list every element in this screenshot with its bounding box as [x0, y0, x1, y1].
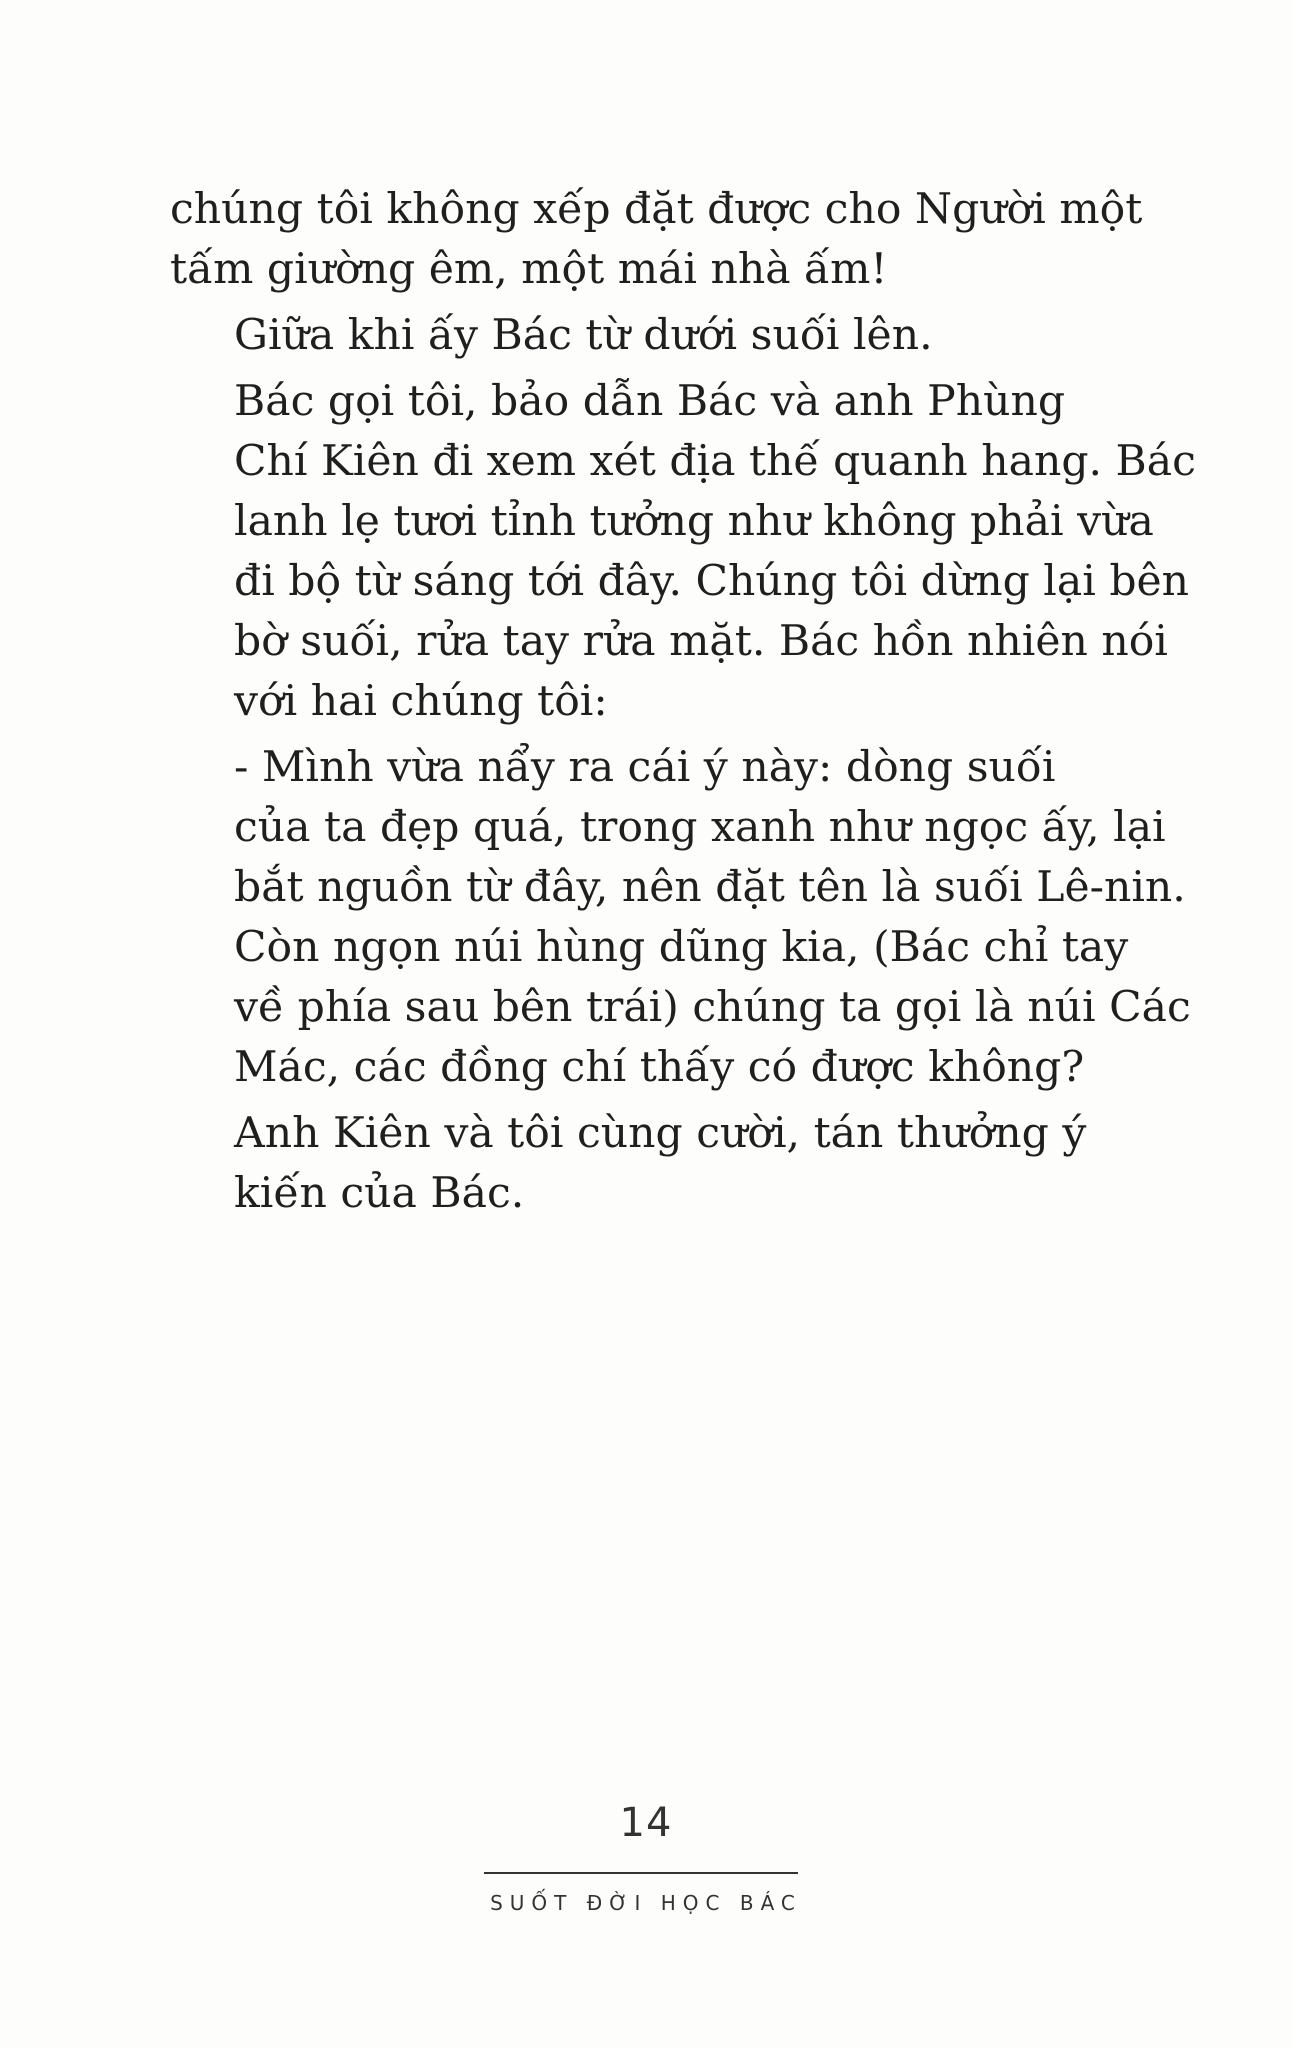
text-line: Chí Kiên đi xem xét địa thế quanh hang. Bác: [234, 437, 1196, 486]
running-title: SUỐT ĐỜI HỌC BÁC: [490, 1891, 802, 1915]
text-line: lanh lẹ tươi tỉnh tưởng như không phải vừa: [234, 497, 1154, 546]
paragraph-4: [170, 738, 1191, 1098]
text-line: Còn ngọn núi hùng dũng kia, (Bác chỉ tay: [234, 923, 1129, 972]
footer-divider: [484, 1872, 798, 1874]
text-line: tấm giường êm, một mái nhà ấm!: [170, 245, 888, 294]
text-line: - Mình vừa nẩy ra cái ý này: dòng suối: [234, 743, 1056, 792]
paragraph-1: [170, 180, 1150, 300]
text-line: bắt nguồn từ đây, nên đặt tên là suối Lê-nin.: [234, 863, 1186, 912]
text-line: của ta đẹp quá, trong xanh như ngọc ấy, lại: [234, 803, 1166, 852]
text-line: về phía sau bên trái) chúng ta gọi là núi Các: [234, 983, 1191, 1032]
text-line: Anh Kiên và tôi cùng cười, tán thưởng ý: [234, 1109, 1087, 1158]
text-line: Bác gọi tôi, bảo dẫn Bác và anh Phùng: [234, 377, 1066, 426]
text-line: với hai chúng tôi:: [234, 677, 608, 726]
text-line: đi bộ từ sáng tới đây. Chúng tôi dừng lại bên: [234, 557, 1190, 606]
page-number: 14: [619, 1800, 673, 1846]
text-line: kiến của Bác.: [234, 1169, 525, 1218]
paragraph-2: [170, 306, 1150, 366]
paragraph-3: [170, 372, 1196, 732]
paragraph-5: [170, 1104, 1150, 1224]
text-line: Mác, các đồng chí thấy có được không?: [234, 1043, 1085, 1092]
text-line: Giữa khi ấy Bác từ dưới suối lên.: [234, 311, 933, 360]
text-line: chúng tôi không xếp đặt được cho Người một: [170, 185, 1143, 234]
page-body-text: [170, 180, 1196, 1230]
text-line: bờ suối, rửa tay rửa mặt. Bác hồn nhiên nói: [234, 617, 1168, 666]
